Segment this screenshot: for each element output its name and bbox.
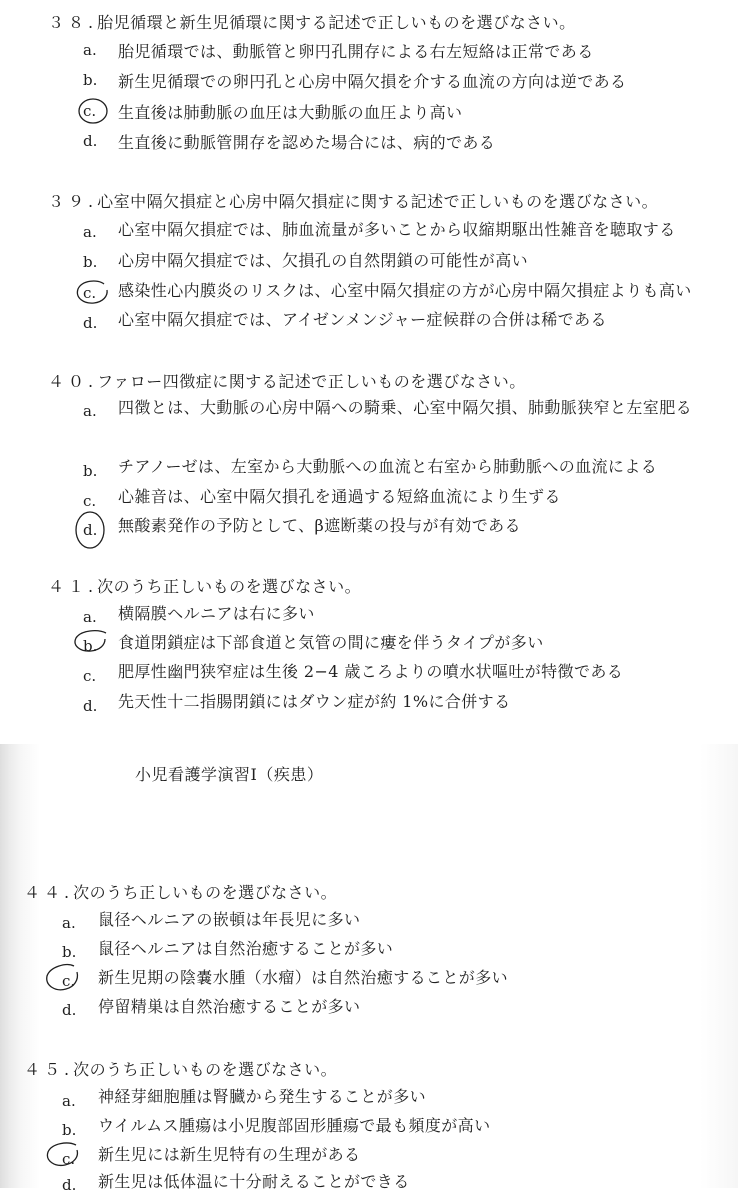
question-40-title — [48, 369, 526, 392]
option-letter: a. — [83, 41, 97, 59]
question-41-title — [48, 574, 361, 597]
option-text: 鼠径ヘルニアの嵌頓は年長児に多い — [98, 910, 361, 929]
option-letter: c. — [83, 492, 97, 510]
option-text: 四徴とは、大動脈の心房中隔への騎乗、心室中隔欠損、肺動脈狭窄と左室肥る — [118, 398, 693, 417]
question-39-title — [48, 189, 658, 212]
option-text: 心室中隔欠損症では、アイゼンメンジャー症候群の合併は稀である — [118, 310, 607, 329]
option-text: ウイルムス腫瘍は小児腹部固形腫瘍で最も頻度が高い — [98, 1116, 491, 1135]
option-letter: d. — [83, 521, 98, 539]
option-letter: c. — [62, 972, 76, 990]
answer-circle-q44 — [44, 962, 84, 998]
option-letter: d. — [83, 314, 98, 332]
option-text: 感染性心内膜炎のリスクは、心室中隔欠損症の方が心房中隔欠損症よりも高い — [118, 281, 692, 300]
option-letter: a. — [62, 1092, 76, 1110]
option-letter: a. — [62, 914, 76, 932]
question-number: ３８. — [48, 13, 98, 32]
answer-circle-q38 — [76, 96, 110, 126]
option-text: 肥厚性幽門狭窄症は生後 2−4 歳ころよりの噴水状嘔吐が特徴である — [118, 662, 624, 681]
option-text: 胎児循環では、動脈管と卵円孔開存による右左短絡は正常である — [118, 42, 594, 61]
option-letter: b. — [62, 1121, 77, 1139]
question-stem: ファロー四徴症に関する記述で正しいものを選びなさい。 — [97, 372, 526, 391]
option-letter: a. — [83, 402, 97, 420]
question-number: ４５. — [24, 1060, 74, 1079]
option-letter: c. — [83, 102, 97, 120]
option-letter: a. — [83, 608, 97, 626]
answer-circle-q40 — [72, 510, 108, 550]
option-letter: c. — [62, 1150, 76, 1168]
option-letter: b. — [83, 637, 98, 655]
question-44-title — [24, 880, 337, 903]
option-letter: b. — [83, 462, 98, 480]
option-text: 新生児には新生児特有の生理がある — [98, 1145, 361, 1164]
option-letter: b. — [62, 943, 77, 961]
option-letter: a. — [83, 223, 97, 241]
question-number: ３９. — [48, 192, 98, 211]
option-text: 心雑音は、心室中隔欠損孔を通過する短絡血流により生ずる — [118, 487, 561, 506]
option-text: 心房中隔欠損症では、欠損孔の自然閉鎖の可能性が高い — [118, 251, 529, 270]
option-letter: d. — [83, 132, 98, 150]
option-text: 新生児期の陰嚢水腫（水瘤）は自然治癒することが多い — [98, 968, 509, 987]
option-text: 新生児循環での卵円孔と心房中隔欠損を介する血流の方向は逆である — [118, 72, 627, 91]
question-stem: 胎児循環と新生児循環に関する記述で正しいものを選びなさい。 — [97, 13, 576, 32]
option-text: 心室中隔欠損症では、肺血流量が多いことから収縮期駆出性雑音を聴取する — [118, 220, 676, 239]
option-letter: d. — [83, 697, 98, 715]
question-stem: 次のうち正しいものを選びなさい。 — [73, 883, 338, 902]
answer-circle-q45 — [44, 1140, 84, 1172]
option-text: 鼠径ヘルニアは自然治癒することが多い — [98, 939, 394, 958]
option-text: 先天性十二指腸閉鎖にはダウン症が約 1%に合併する — [118, 692, 511, 711]
option-text: 横隔膜ヘルニアは右に多い — [118, 604, 315, 623]
option-text: チアノーゼは、左室から大動脈への血流と右室から肺動脈への血流による — [118, 457, 658, 476]
question-stem: 次のうち正しいものを選びなさい。 — [97, 577, 362, 596]
option-letter: b. — [83, 253, 98, 271]
question-stem: 心室中隔欠損症と心房中隔欠損症に関する記述で正しいものを選びなさい。 — [97, 192, 659, 211]
question-stem: 次のうち正しいものを選びなさい。 — [73, 1060, 338, 1079]
question-number: ４４. — [24, 883, 74, 902]
answer-circle-q41 — [72, 628, 112, 656]
question-number: ４１. — [48, 577, 98, 596]
question-number: ４０. — [48, 372, 98, 391]
option-text: 無酸素発作の予防として、β遮断薬の投与が有効である — [118, 516, 521, 535]
option-text: 停留精巣は自然治癒することが多い — [98, 997, 361, 1016]
option-letter: d. — [62, 1176, 77, 1194]
question-38-title — [48, 10, 576, 33]
option-text: 新生児は低体温に十分耐えることができる — [98, 1172, 410, 1191]
answer-circle-q39 — [74, 277, 112, 307]
option-text: 生直後に動脈管開存を認めた場合には、病的である — [118, 133, 496, 152]
option-letter: c. — [83, 667, 97, 685]
section-title: 小児看護学演習Ⅰ（疾患） — [135, 765, 324, 784]
option-letter: d. — [62, 1001, 77, 1019]
question-45-title — [24, 1057, 337, 1080]
option-text: 神経芽細胞腫は腎臓から発生することが多い — [98, 1087, 427, 1106]
option-letter: c. — [83, 284, 97, 302]
option-letter: b. — [83, 71, 98, 89]
option-text: 食道閉鎖症は下部食道と気管の間に瘻を伴うタイプが多い — [118, 633, 544, 652]
option-text: 生直後は肺動脈の血圧は大動脈の血圧より高い — [118, 103, 463, 122]
